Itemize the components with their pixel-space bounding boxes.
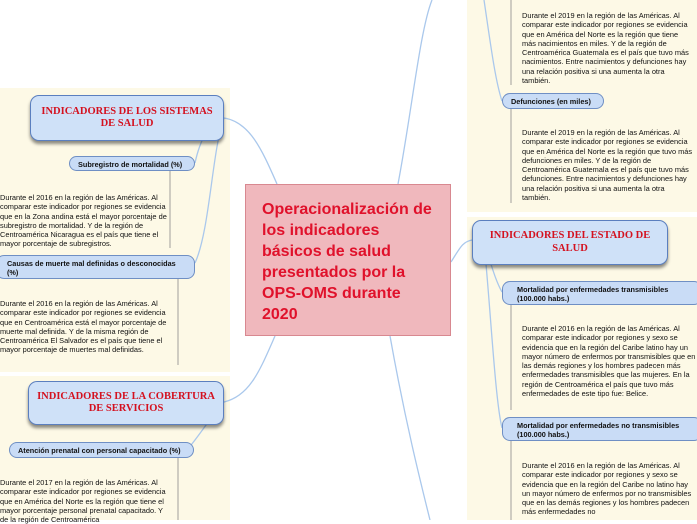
sub-communicable-mortality[interactable]: Mortalidad por enfermedades transmisibles (100.000 habs.) bbox=[502, 281, 697, 305]
leaf-deaths: Durante el 2019 en la región de las Américas. Al comparar este indicador por regiones se evidencia que en América del Norte es la región que tuvo más defunciones en miles. Y de la región de Centroamérica Guatemala es el país que tuvo más defunciones. Entre nacimientos y defunciones hay una relación positiva si una aumenta la otra también. bbox=[522, 128, 693, 203]
sub-deaths[interactable]: Defunciones (en miles) bbox=[502, 93, 604, 109]
topic-health-status[interactable]: INDICADORES DEL ESTADO DE SALUD bbox=[472, 220, 668, 265]
leaf-communicable-mortality: Durante el 2016 en la región de las Américas. Al comparar este indicador por regiones y sexo se evidencia que en la región del Caribe latino hay un mayor número de enfermos por transmisibles que en las demás regiones y los hombres padecen más enfermedades transmisibles que las mujeres. En la región de Centroamérica el país que tuvo más enfermedades de este tipo fue: Belice. bbox=[522, 324, 696, 399]
sub-ill-defined-causes[interactable]: Causas de muerte mal definidas o desconocidas (%) bbox=[0, 255, 195, 279]
leaf-prenatal-care: Durante el 2017 en la región de las Américas. Al comparar este indicador por regiones se evidencia que en América del Norte es la región que tiene el mayor porcentaje personal prenatal capacitado. Y de la región de Centroamérica bbox=[0, 478, 166, 524]
topic-health-systems[interactable]: INDICADORES DE LOS SISTEMAS DE SALUD bbox=[30, 95, 224, 141]
leaf-mortality-underreporting: Durante el 2016 en la región de las Américas. Al comparar este indicador por regiones se evidencia que en la Zona andina está el mayor porcentaje de subregistro de mortalidad. Y de la región de Centroamérica Nicaragua es el país que tiene el mayor porcentaje de subregistros. bbox=[0, 193, 167, 249]
central-topic[interactable]: Operacionalización de los indicadores básicos de salud presentados por la OPS-OMS durante 2020 bbox=[245, 184, 451, 336]
leaf-noncommunicable-mortality: Durante el 2016 en la región de las Américas. Al comparar este indicador por regiones y sexo se evidencia que en la región del Caribe no latino hay un mayor número de enfermos por no transmisibles que en las demás regiones y los hombres padecen más enfermedades no bbox=[522, 461, 692, 517]
leaf-births: Durante el 2019 en la región de las Américas. Al comparar este indicador por regiones se evidencia que en América del Norte es la región que tiene más nacimientos en miles. Y de la región de Centroamérica Guatemala es el país que tuvo más nacimientos. Entre nacimientos y defunciones hay una relación positiva si una aumenta la otra también. bbox=[522, 11, 689, 86]
leaf-ill-defined-causes: Durante el 2016 en la región de las Américas. Al comparar este indicador por regiones se evidencia que en Centroamérica está el mayor porcentaje de muerte mal definida. Y de la misma región de Centroamérica El Salvador es el país que tiene el mayor porcentaje de muertes mal definidas. bbox=[0, 299, 167, 355]
sub-noncommunicable-mortality[interactable]: Mortalidad por enfermedades no transmisibles (100.000 habs.) bbox=[502, 417, 697, 441]
topic-service-coverage[interactable]: INDICADORES DE LA COBERTURA DE SERVICIOS bbox=[28, 381, 224, 425]
sub-mortality-underreporting[interactable]: Subregistro de mortalidad (%) bbox=[69, 156, 195, 171]
sub-prenatal-care[interactable]: Atención prenatal con personal capacitado (%) bbox=[9, 442, 194, 458]
